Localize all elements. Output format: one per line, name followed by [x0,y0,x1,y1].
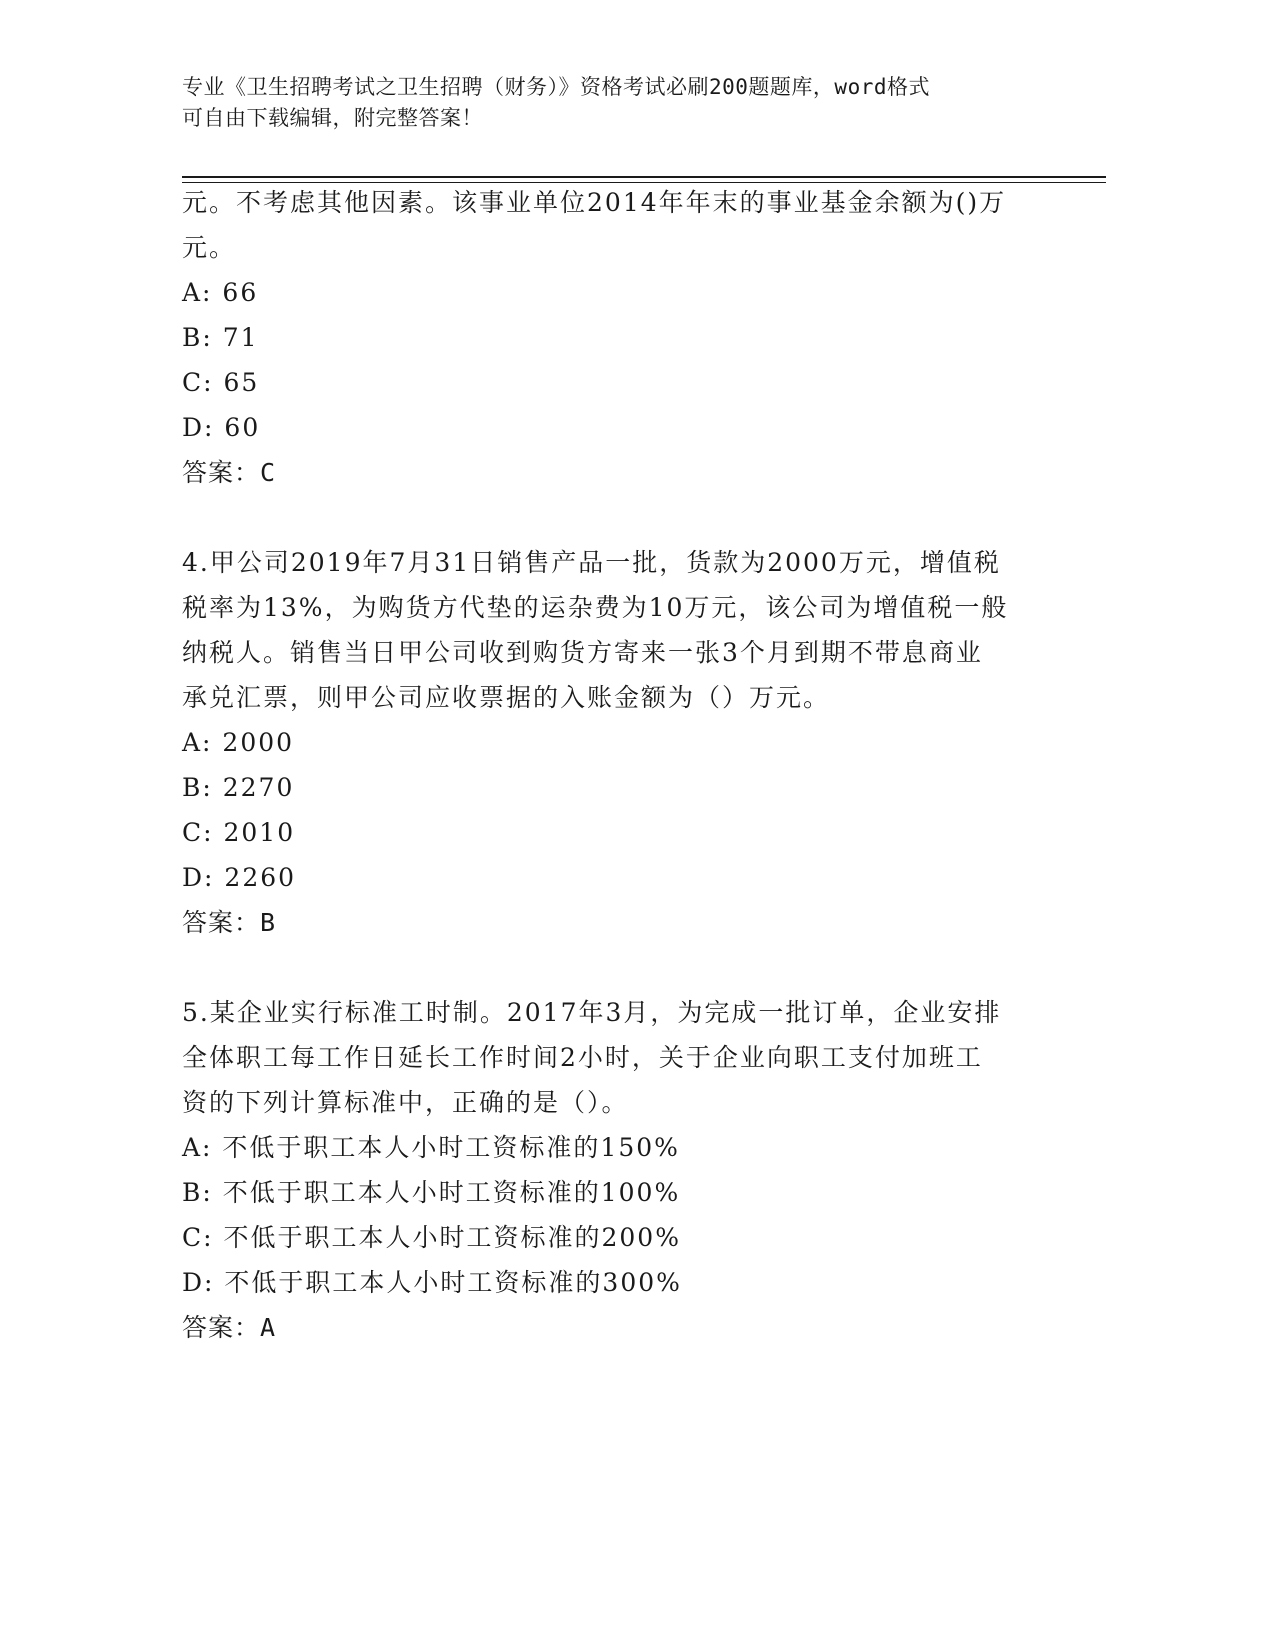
question-5-stem-line-1: 5.某企业实行标准工时制。2017年3月，为完成一批订单，企业安排 [182,998,1002,1027]
question-spacer [182,495,1082,540]
question-3-option-d: D: 60 [182,413,261,442]
question-3-option-c: C: 65 [182,368,260,397]
document-header [182,72,1062,134]
question-5-option-d: D: 不低于职工本人小时工资标准的300% [182,1268,682,1297]
question-5-option-c: C: 不低于职工本人小时工资标准的200% [182,1223,681,1252]
question-4-stem-line-3: 纳税人。销售当日甲公司收到购货方寄来一张3个月到期不带息商业 [182,638,983,667]
question-4-stem-line-4: 承兑汇票，则甲公司应收票据的入账金额为（）万元。 [182,683,831,712]
question-5-option-b: B: 不低于职工本人小时工资标准的100% [182,1178,681,1207]
question-4-answer: 答案：B [182,908,277,937]
question-4-option-c: C: 2010 [182,818,296,847]
header-title-line-2: 可自由下载编辑，附完整答案！ [182,106,483,130]
question-4 [182,540,1082,945]
question-5 [182,990,1082,1350]
question-3-stem-line-1: 元。不考虑其他因素。该事业单位2014年年末的事业基金余额为()万 [182,188,1007,217]
header-title-line-1: 专业《卫生招聘考试之卫生招聘（财务）》资格考试必刷200题题库，word格式 [182,75,930,99]
header-divider-thick [182,176,1106,178]
question-4-option-a: A: 2000 [182,728,295,757]
question-5-option-a: A: 不低于职工本人小时工资标准的150% [182,1133,680,1162]
question-5-answer: 答案：A [182,1313,277,1342]
question-block [182,180,1082,1350]
question-3 [182,180,1082,495]
question-5-stem-line-3: 资的下列计算标准中，正确的是（）。 [182,1088,629,1117]
question-4-stem-line-2: 税率为13%，为购货方代垫的运杂费为10万元，该公司为增值税一般 [182,593,1009,622]
question-3-answer: 答案：C [182,458,277,487]
question-4-option-d: D: 2260 [182,863,297,892]
question-spacer [182,945,1082,990]
question-4-stem-line-1: 4.甲公司2019年7月31日销售产品一批，货款为2000万元，增值税 [182,548,1001,577]
question-3-option-a: A: 66 [182,278,259,307]
question-5-stem-line-2: 全体职工每工作日延长工作时间2小时，关于企业向职工支付加班工 [182,1043,983,1072]
question-4-option-b: B: 2270 [182,773,295,802]
question-3-stem-line-2: 元。 [182,233,237,262]
question-3-option-b: B: 71 [182,323,259,352]
